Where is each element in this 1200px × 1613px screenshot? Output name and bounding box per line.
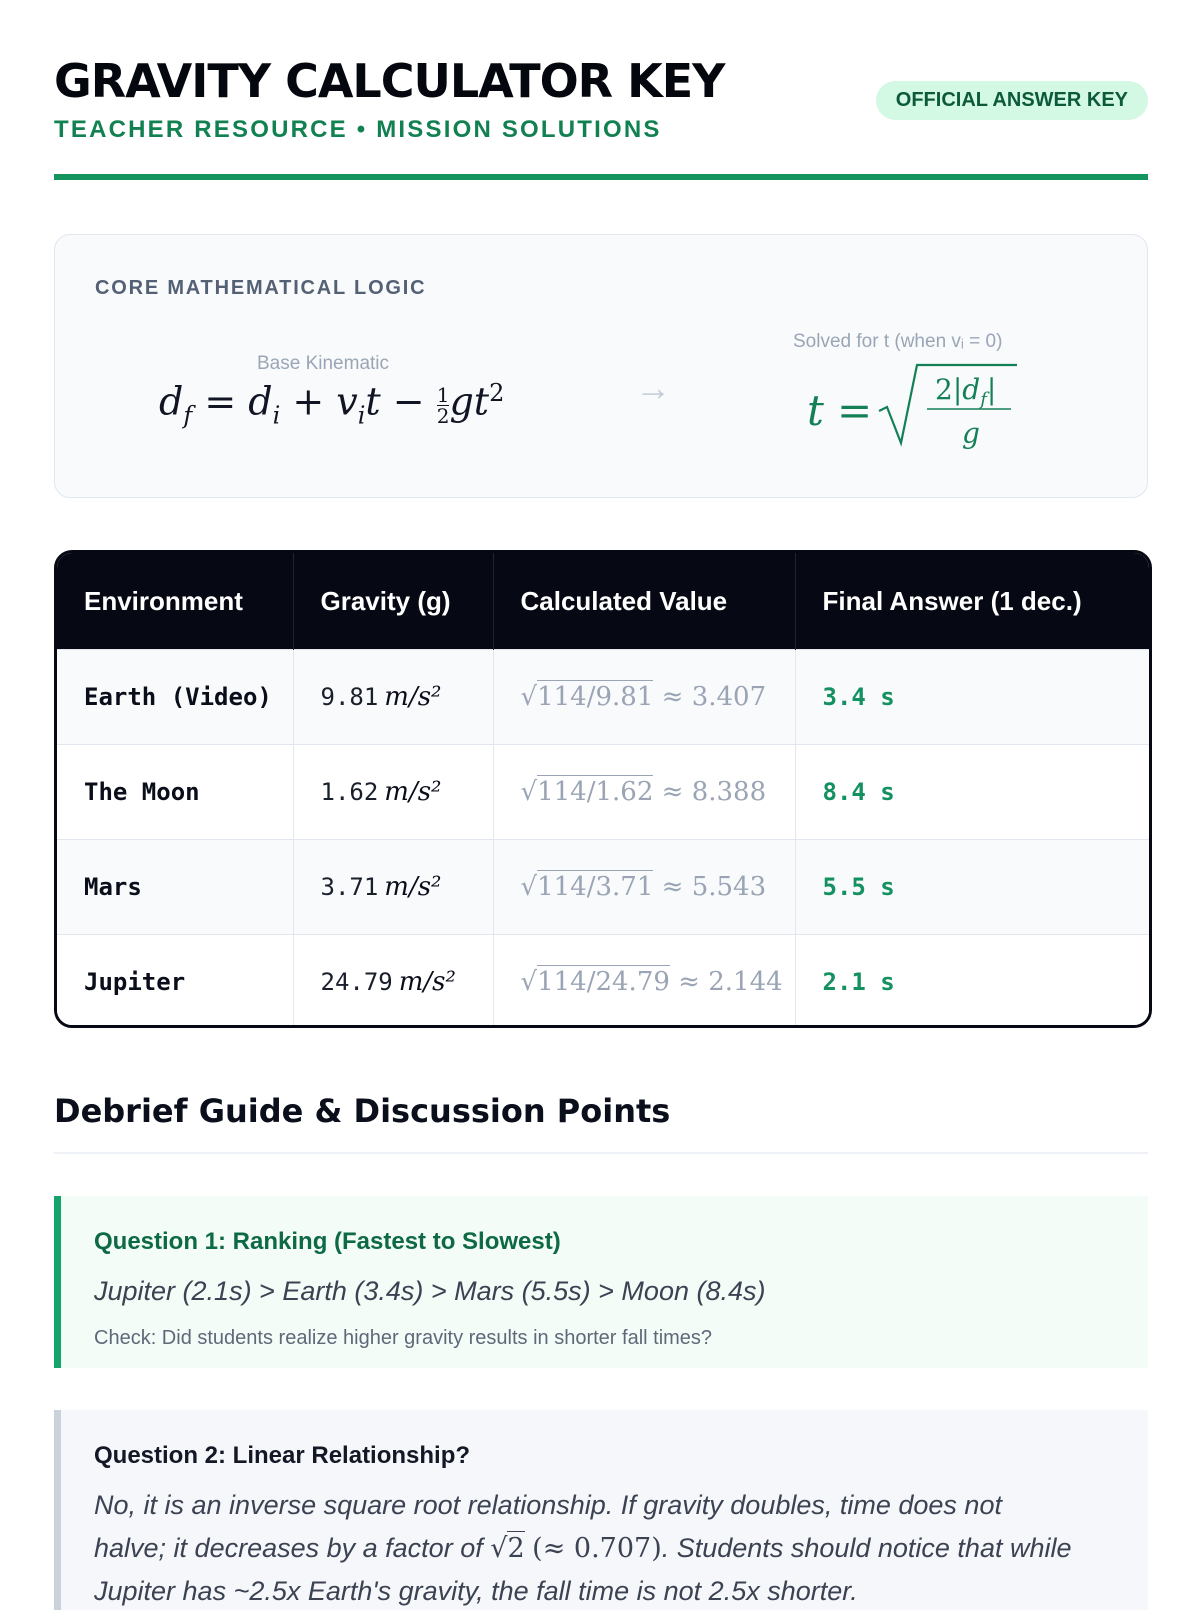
calculated-cell: √114/1.62 ≈ 8.388 [493, 745, 795, 840]
answer-key-badge: OFFICIAL ANSWER KEY [876, 81, 1148, 120]
answer-key-page [54, 0, 1148, 1606]
question-1-answer: Jupiter (2.1s) > Earth (3.4s) > Mars (5.5s) > Moon (8.4s) [94, 1276, 766, 1306]
question-2-card [54, 1410, 1148, 1610]
svg-text:g: g [962, 417, 980, 450]
table-header-row [57, 553, 1149, 650]
column-header-environment: Environment [57, 553, 293, 650]
calculated-cell: √114/24.79 ≈ 2.144 [493, 935, 795, 1029]
environment-cell: Jupiter [57, 935, 293, 1029]
gravity-cell: 1.62 m/s² [293, 745, 493, 840]
final-answer-cell: 8.4 s [795, 745, 1149, 840]
question-1-title: Question 1: Ranking (Fastest to Slowest) [94, 1228, 561, 1255]
table-row [57, 745, 1149, 840]
svg-text:2|df|: $2|d_f|$ [935, 373, 997, 410]
table-row [57, 935, 1149, 1029]
environment-cell: Earth (Video) [57, 650, 293, 745]
base-kinematic-formula: $d_f = d_i + v_it$ − $\frac{1}{2}$ $gt^2$ [159, 379, 505, 430]
calculated-cell: √114/9.81 ≈ 3.407 [493, 650, 795, 745]
base-formula-caption: Base Kinematic [257, 353, 390, 374]
question-2-title: Question 2: Linear Relationship? [94, 1442, 471, 1469]
gravity-cell: 3.71 m/s² [293, 840, 493, 935]
question-2-answer: No, it is an inverse square root relationship. If gravity doubles, time does not halve; it decreases by a factor of √2 (≈ 0.707). Students should notice that while Jupiter has ~2.5x Earth's gravity, the fall time is not 2.5x shorter. [94, 1490, 1072, 1606]
results-table [54, 550, 1152, 1028]
gravity-cell: 9.81 m/s² [293, 650, 493, 745]
environment-cell: Mars [57, 840, 293, 935]
solved-time-formula [807, 363, 1047, 459]
svg-text:t: t [807, 386, 824, 435]
svg-text:=: = [837, 386, 873, 435]
calculated-cell: √114/3.71 ≈ 5.543 [493, 840, 795, 935]
column-header-final: Final Answer (1 dec.) [795, 553, 1149, 650]
debrief-divider [54, 1152, 1148, 1154]
question-1-check: Check: Did students realize higher gravity results in shorter fall times? [94, 1327, 713, 1349]
page-subtitle: TEACHER RESOURCE • MISSION SOLUTIONS [54, 116, 662, 143]
arrow-icon: → [635, 367, 671, 408]
core-logic-heading: CORE MATHEMATICAL LOGIC [95, 277, 427, 299]
gravity-cell: 24.79 m/s² [293, 935, 493, 1029]
question-1-card [54, 1196, 1148, 1368]
header-divider [54, 174, 1148, 180]
final-answer-cell: 3.4 s [795, 650, 1149, 745]
column-header-calculated: Calculated Value [493, 553, 795, 650]
column-header-gravity: Gravity (g) [293, 553, 493, 650]
page-title: GRAVITY CALCULATOR KEY [54, 54, 725, 108]
table-row [57, 650, 1149, 745]
environment-cell: The Moon [57, 745, 293, 840]
final-answer-cell: 2.1 s [795, 935, 1149, 1029]
solved-formula-caption: Solved for t (when vᵢ = 0) [793, 331, 1003, 352]
final-answer-cell: 5.5 s [795, 840, 1149, 935]
debrief-heading: Debrief Guide & Discussion Points [54, 1092, 671, 1130]
core-logic-card [54, 234, 1148, 498]
table-row [57, 840, 1149, 935]
header [54, 0, 1148, 180]
